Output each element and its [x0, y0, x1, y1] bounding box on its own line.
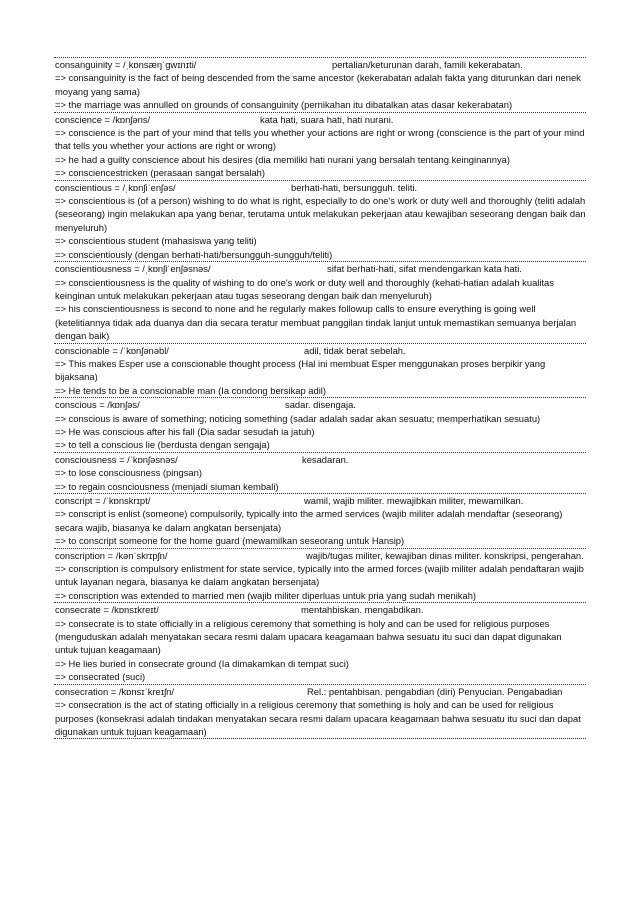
entry-term: conscious = /kɒnʃəs/	[55, 399, 140, 411]
entry-term: conscionable = /ˈkɒnʃənəbl/	[55, 344, 169, 356]
example-line: => He lies buried in consecrate ground (Ia dimakamkan di tempat suci)	[55, 657, 349, 669]
example-line: => consecration is the act of stating officially in a religious ceremony that something is holy and can be used for religious purposes (konsekrasi adalah tindakan menyatakan secara resmi dalam upacara keagamaan bahwa sesuatu itu suci dan dapat digunakan untuk tujuan keagamaan)	[55, 699, 581, 737]
example-line: => consecrated (suci)	[55, 671, 146, 683]
example-line: => he had a guilty conscience about his desires (dia memiliki hati nurani yang bersalah tentang keinginannya)	[55, 153, 510, 165]
entry-term: conscription = /kənˈskrɪpʃn/	[55, 549, 168, 561]
entry-term: consecration = /kɒnsɪˈkreɪʃn/	[55, 685, 174, 697]
dictionary-entry	[54, 181, 586, 262]
entry-term: consecrate = /kɒnsɪkreɪt/	[55, 604, 159, 616]
entry-header	[55, 58, 586, 71]
example-line: => conscientiousness is the quality of wishing to do one's work or duty well and thoroughly (kehati-hatian adalah kualitas keinginan untuk melakukan pekerjaan atau tugas seseorang dengan baik dan menyeluruh)	[55, 276, 554, 301]
dictionary-entry	[54, 453, 586, 494]
example-line: => his conscientiousness is second to none and he regularly makes followup calls to ensure everything is going well (ketelitiannya tidak ada duanya dan dia secara teratur membuat panggilan tindak lanjut untuk memastikan semuanya berjalan dengan baik)	[55, 303, 577, 342]
entry-header	[55, 262, 586, 275]
entry-term: consciousness = /ˈkɒnʃəsnəs/	[55, 453, 178, 465]
example-line: => to tell a conscious lie (berdusta dengan sengaja)	[55, 439, 270, 451]
entry-header	[55, 344, 586, 357]
entry-header	[55, 494, 586, 507]
example-line: => consciencestricken (perasaan sangat bersalah)	[55, 167, 266, 179]
entry-meaning: mentahbiskan. mengabdikan.	[301, 604, 424, 616]
dictionary-entry	[54, 262, 586, 343]
dictionary-entry	[54, 603, 586, 684]
entry-term: conscientious = /ˌkɒnʃiˈenʃəs/	[55, 181, 176, 193]
entry-header	[55, 549, 586, 562]
entry-meaning: kesadaran.	[302, 453, 349, 465]
example-line: => conscription was extended to married men (wajib militer diperluas untuk pria yang sudah menikah)	[55, 589, 477, 601]
example-line: => conscientious is (of a person) wishing to do what is right, especially to do one's work or duty well and thoroughly (teliti adalah (seseorang) ingin melakukan apa yang benar, terutama untuk melakukan pekerjaan atau kewajiban seseorang dengan baik dan menyeluruh)	[55, 195, 586, 233]
dictionary-entry	[54, 57, 586, 113]
entry-header	[55, 398, 586, 411]
entry-meaning: wamil, wajib militer. mewajibkan militer, mewamilkan.	[304, 495, 524, 506]
dictionary-entry	[54, 344, 586, 399]
entry-header	[55, 603, 586, 616]
example-line: => consecrate is to state officially in a religious ceremony that something is holy and can be used for religious purposes (menguduskan adalah menyatakan secara resmi dalam upacara keagamaan bahwa sesuatu itu suci dan dapat digunakan untuk tujuan keagamaan)	[55, 617, 562, 656]
example-line: => conscript is enlist (someone) compulsorily, typically into the armed services (wajib militer adalah mendaftar (seseorang) secara wajib, biasanya ke dalam angkatan bersenjata)	[55, 508, 563, 533]
entry-meaning: berhati-hati, bersungguh. teliti.	[291, 181, 418, 193]
example-line: => to conscript someone for the home guard (mewamilkan seseorang untuk Hansip)	[55, 535, 405, 547]
entry-term: conscience = /kɒnʃəns/	[55, 113, 151, 125]
entry-meaning: Rel.: pentahbisan. pengabdian (diri) Penyucian. Pengabadian	[307, 685, 563, 697]
example-line: => He tends to be a conscionable man (Ia condong bersikap adil)	[55, 384, 327, 396]
example-line: => He was conscious after his fall (Dia sadar sesudah ia jatuh)	[55, 425, 315, 437]
example-line: => conscientious student (mahasiswa yang teliti)	[55, 235, 257, 247]
example-line: => conscription is compulsory enlistment for state service, typically into the armed forces (wajib militer adalah pendaftaran wajib untuk layanan negara, biasanya ke dalam angkatan bersenjata)	[55, 563, 584, 588]
example-line: => This makes Esper use a conscionable thought process (Hal ini membuat Esper menggunakan proses berpikir yang bijaksana)	[55, 357, 546, 383]
dictionary-document	[54, 57, 586, 739]
entry-header	[55, 113, 586, 126]
entry-header	[55, 181, 586, 194]
entry-meaning: adil, tidak berat sebelah.	[304, 344, 406, 356]
entry-header	[55, 685, 586, 698]
example-line: => conscious is aware of something; noticing something (sadar adalah sadar akan sesuatu; memperhatikan sesuatu)	[55, 412, 541, 424]
entry-term: conscript = /ˈkɒnskrɪpt/	[55, 495, 151, 506]
dictionary-entry	[54, 549, 586, 604]
example-line: => conscientiously (dengan berhati-hati/bersungguh-sungguh/teliti)	[55, 248, 333, 260]
example-line: => to lose consciousness (pingsan)	[55, 467, 202, 479]
entry-meaning: sadar. disengaja.	[285, 399, 356, 411]
dictionary-entry	[54, 398, 586, 453]
example-line: => conscience is the part of your mind that tells you whether your actions are right or wrong (conscience is the part of your mind that tells you whether your actions are right or wrong)	[55, 127, 585, 152]
entry-term: consanguinity = /ˌkɒnsæŋˈɡwɪnɪti/	[55, 59, 197, 70]
example-line: => to regain cosnciousness (menjadi siuman kembali)	[55, 480, 279, 492]
entry-meaning: sifat berhati-hati, sifat mendengarkan kata hati.	[327, 263, 522, 275]
dictionary-entry	[54, 494, 586, 549]
example-line: => the marriage was annulled on grounds of consanguinity (pernikahan itu dibatalkan atas dasar kekerabatan)	[55, 99, 513, 111]
entry-term: conscientiousness = /ˌkɒnʃiˈenʃəsnəs/	[55, 263, 211, 275]
dictionary-entry	[54, 685, 586, 740]
entry-meaning: kata hati, suara hati, hati nurani.	[260, 113, 394, 125]
entry-meaning: wajib/tugas militer, kewajiban dinas militer. konskripsi, pengerahan.	[306, 549, 584, 561]
entry-meaning: pertalian/keturunan darah, famili kekerabatan.	[332, 59, 523, 70]
example-line: => consanguinity is the fact of being descended from the same ancestor (kekerabatan adalah fakta yang diturunkan dari nenek moyang yang sama)	[55, 72, 581, 97]
entry-header	[55, 453, 586, 466]
dictionary-entry	[54, 113, 586, 181]
